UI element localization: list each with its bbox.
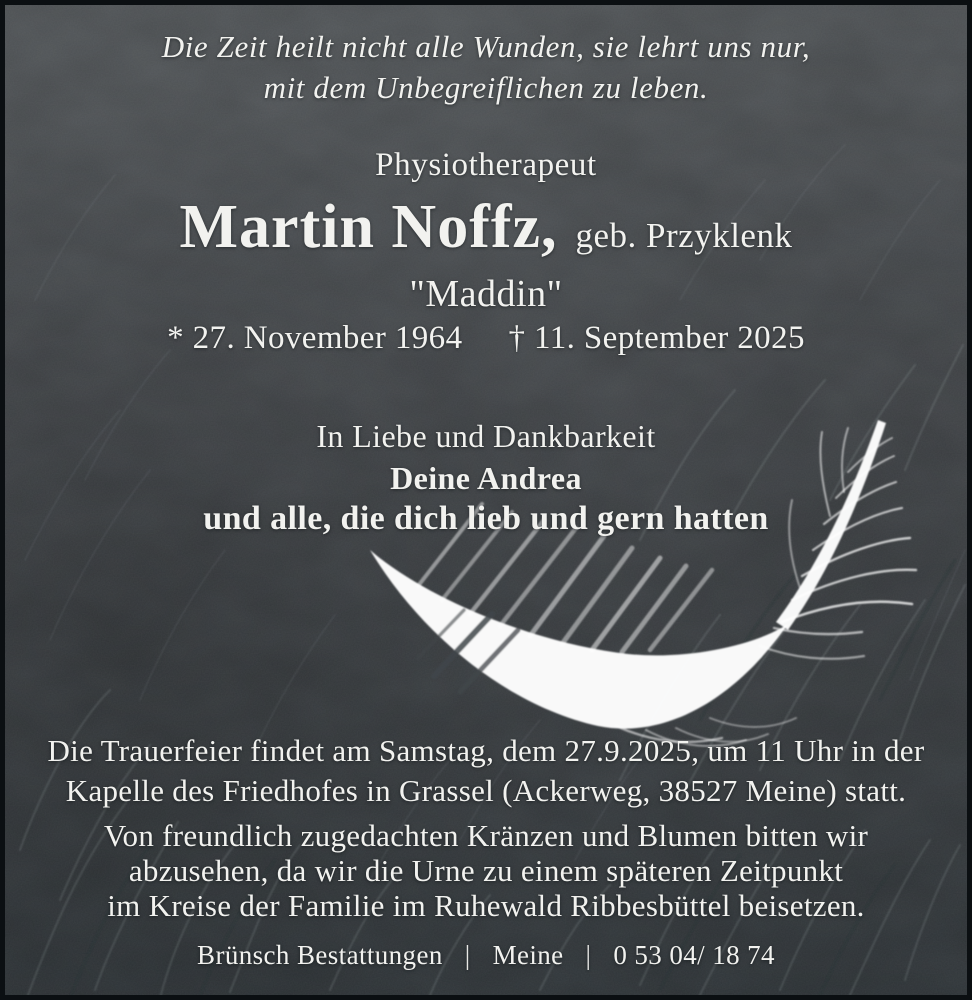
funeral-service-line2: Kapelle des Friedhofes in Grassel (Ackerweg, 38527 Meine) statt.: [65, 773, 907, 808]
footer-separator: |: [585, 940, 592, 970]
closing-line-all: und alle, die dich lieb und gern hatten: [203, 500, 769, 537]
birth-name: geb. Przyklenk: [575, 216, 793, 255]
memorial-quote-line1: Die Zeit heilt nicht alle Wunden, sie lehrt uns nur,: [161, 29, 811, 64]
flowers-request-line2: abzusehen, da wir die Urne zu einem späteren Zeitpunkt: [128, 853, 844, 888]
closing-line-gratitude: In Liebe und Dankbarkeit: [316, 418, 656, 454]
death-date: † 11. September 2025: [508, 320, 805, 356]
profession: Physiotherapeut: [375, 147, 597, 183]
funeral-home-phone: 0 53 04/ 18 74: [613, 940, 775, 970]
birth-date: * 27. November 1964: [167, 320, 463, 356]
funeral-service-line1: Die Trauerfeier findet am Samstag, dem 27.9.2025, um 11 Uhr in der: [47, 733, 925, 768]
footer-separator: |: [464, 940, 471, 970]
name-row: [0, 192, 972, 263]
funeral-home-name: Brünsch Bestattungen: [197, 940, 443, 970]
funeral-home-city: Meine: [492, 940, 564, 970]
flowers-request-line1: Von freundlich zugedachten Kränzen und Blumen bitten wir: [103, 818, 869, 853]
flowers-request-line3: im Kreise der Familie im Ruhewald Ribbesbüttel beisetzen.: [107, 888, 865, 923]
funeral-service-info: [0, 731, 972, 811]
deceased-name: Martin Noffz,: [179, 193, 558, 261]
memorial-quote-line2: mit dem Unbegreiflichen zu leben.: [263, 70, 709, 105]
life-dates: [0, 320, 972, 357]
funeral-home-footer: [0, 940, 972, 971]
closing-line-mourner: Deine Andrea: [390, 460, 582, 496]
nickname: "Maddin": [409, 273, 563, 315]
flowers-request-info: [0, 818, 972, 923]
memorial-quote: [0, 26, 972, 108]
